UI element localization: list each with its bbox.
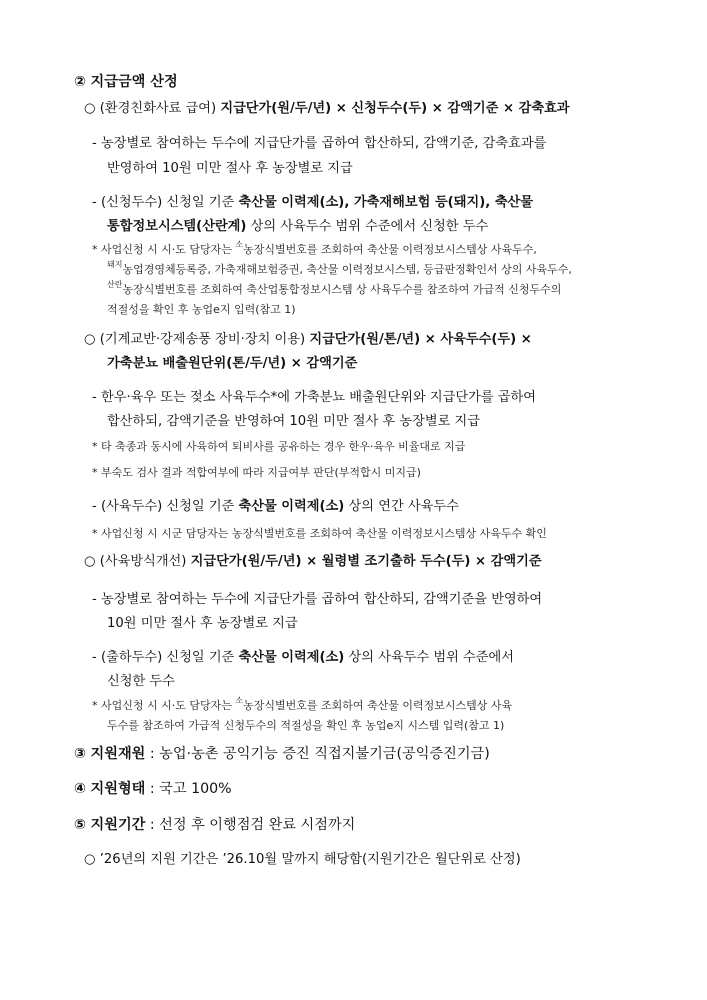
support-period-note: ○ ’26년의 지원 기간은 ’26.10월 말까지 해당함(지원기간은 월단위로 산정) xyxy=(84,852,521,867)
desc-item: - 한우·육우 또는 젖소 사육두수*에 가축분뇨 배출원단위와 지급단가를 곱하여 xyxy=(92,390,537,405)
dash-bullet: - xyxy=(92,499,97,514)
section-5: ⑤ 지원기간 : 선정 후 이행점검 완료 시점까지 xyxy=(74,817,356,833)
section-title: 지급금액 산정 xyxy=(90,74,178,90)
dash-bullet: - xyxy=(92,592,97,607)
desc-item: - (사육두수) 신청일 기준 축산물 이력제(소) 상의 연간 사육두수 xyxy=(92,499,459,514)
footnote: * 부숙도 검사 결과 적합여부에 따라 지급여부 판단(부적합시 미지급) xyxy=(92,466,421,479)
section-3: ③ 지원재원 : 농업·농촌 공익기능 증진 직접지불기금(공익증진기금) xyxy=(74,746,490,762)
desc-item-cont: 반영하여 10원 미만 절사 후 농장별로 지급 xyxy=(107,161,353,176)
footnote-cont: $^{산란}$농장식별번호를 조회하여 축산업통합정보시스템 상 사육두수를 참조하여 가급적 신청두수의 xyxy=(107,280,562,296)
section-2-heading xyxy=(74,70,178,94)
dash-bullet: - xyxy=(92,650,97,665)
formula-line-machine: ○ (기계교반·강제송풍 장비·장치 이용) 지급단가(원/톤/년) × 사육두수(두) × xyxy=(84,332,532,347)
footnote: * 사업신청 시 시군 담당자는 농장식별번호를 조회하여 축산물 이력정보시스템상 사육두수 확인 xyxy=(92,527,547,540)
formula-line-feed: ○ (환경친화사료 급여) 지급단가(원/두/년) × 신청두수(두) × 감액기준 × 감축효과 xyxy=(84,101,570,116)
formula: 지급단가(원/두/년) × 월령별 조기출하 두수(두) × 감액기준 xyxy=(190,554,542,569)
section-number: ② xyxy=(74,74,87,90)
section-title: 지원기간 xyxy=(90,817,146,833)
formula: 지급단가(원/톤/년) × 사육두수(두) × xyxy=(309,332,532,347)
section-title: 지원재원 xyxy=(90,746,146,762)
footnote-cont: $^{돼지}$농업경영체등록증, 가축재해보험증권, 축산물 이력정보시스템, 등급판정확인서 상의 사육두수, xyxy=(107,260,572,276)
footnote: * 타 축종과 동시에 사육하여 퇴비사를 공유하는 경우 한우·육우 비율대로 지급 xyxy=(92,440,466,453)
section-title: 지원형태 xyxy=(90,781,146,797)
dash-bullet: - xyxy=(92,390,97,405)
footnote: * 사업신청 시 시·도 담당자는 $^소$농장식별번호를 조회하여 축산물 이력정보시스템상 사육두수, xyxy=(92,240,537,256)
desc-item-cont: 신청한 두수 xyxy=(107,674,175,689)
desc-item: - 농장별로 참여하는 두수에 지급단가를 곱하여 합산하되, 감액기준, 감축효과를 xyxy=(92,136,547,151)
section-4: ④ 지원형태 : 국고 100% xyxy=(74,781,232,797)
desc-item-cont: 10원 미만 절사 후 농장별로 지급 xyxy=(107,616,298,631)
formula-cont: 가축분뇨 배출원단위(톤/두/년) × 감액기준 xyxy=(107,356,358,371)
footnote: * 사업신청 시 시·도 담당자는 $^소$농장식별번호를 조회하여 축산물 이력정보시스템상 사육 xyxy=(92,696,513,712)
desc-item-cont: 통합정보시스템(산란계) 상의 사육두수 범위 수준에서 신청한 두수 xyxy=(107,219,489,234)
footnote-cont: 두수를 참조하여 가급적 신청두수의 적절성을 확인 후 농업e지 시스템 입력(참고 1) xyxy=(107,719,505,732)
formula-line-early-shipment: ○ (사육방식개선) 지급단가(원/두/년) × 월령별 조기출하 두수(두) × 감액기준 xyxy=(84,554,542,569)
circle-bullet: ○ xyxy=(84,852,96,867)
desc-item-cont: 합산하되, 감액기준을 반영하여 10원 미만 절사 후 농장별로 지급 xyxy=(107,414,480,429)
dash-bullet: - xyxy=(92,136,97,151)
desc-item: - 농장별로 참여하는 두수에 지급단가를 곱하여 합산하되, 감액기준을 반영하여 xyxy=(92,592,543,607)
dash-bullet: - xyxy=(92,195,97,210)
circle-bullet: ○ xyxy=(84,332,96,347)
desc-item: - (신청두수) 신청일 기준 축산물 이력제(소), 가축재해보험 등(돼지), 축산물 xyxy=(92,195,534,210)
circle-bullet: ○ xyxy=(84,101,96,116)
footnote-cont: 적절성을 확인 후 농업e지 입력(참고 1) xyxy=(107,303,296,316)
desc-item: - (출하두수) 신청일 기준 축산물 이력제(소) 상의 사육두수 범위 수준에서 xyxy=(92,650,514,665)
circle-bullet: ○ xyxy=(84,554,96,569)
formula: 지급단가(원/두/년) × 신청두수(두) × 감액기준 × 감축효과 xyxy=(220,101,570,116)
